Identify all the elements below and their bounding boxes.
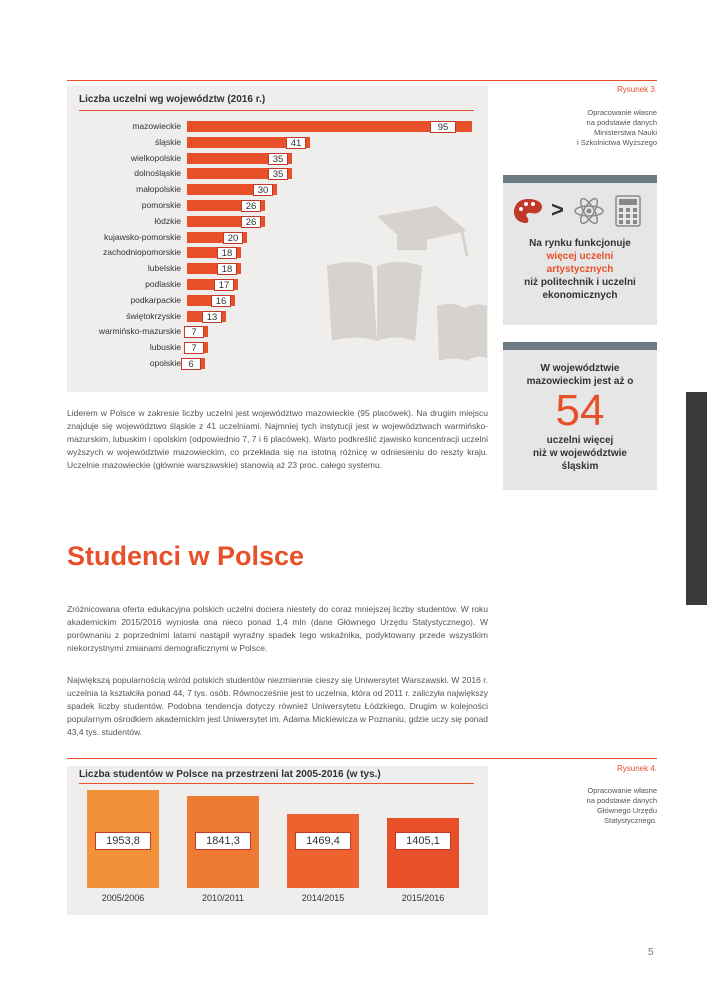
- category-label: 2015/2016: [401, 893, 445, 903]
- infobox-strip: [503, 175, 657, 183]
- category-label: 2005/2006: [101, 893, 145, 903]
- infobox-strip: [503, 342, 657, 350]
- bar-value-label: 1405,1: [395, 832, 451, 850]
- chart2-title-rule: [79, 783, 474, 784]
- bar-row: [67, 325, 181, 338]
- bar-value-label: 26: [241, 216, 261, 228]
- bar-value-label: 35: [268, 153, 288, 165]
- bar-label: opolskie: [149, 358, 181, 368]
- bar-value-label: 1953,8: [95, 832, 151, 850]
- top-rule: [67, 80, 657, 81]
- bar: [287, 814, 359, 888]
- bar-label: łódzkie: [154, 215, 181, 226]
- atom-icon: [573, 195, 605, 227]
- bar-label: warmińsko-mazurskie: [98, 326, 181, 337]
- chart2-title: Liczba studentów w Polsce na przestrzeni lat 2005-2016 (w tys.): [79, 769, 381, 780]
- bar-value-label: 17: [214, 279, 234, 291]
- bar-row: [67, 278, 181, 291]
- bar-row: [67, 310, 181, 323]
- bar-label: mazowieckie: [132, 121, 181, 131]
- bar-row: [67, 215, 181, 228]
- bar-value-label: 1469,4: [295, 832, 351, 850]
- bar: [387, 818, 459, 888]
- chart1-title-rule: [79, 110, 474, 111]
- bar-row: [67, 357, 181, 370]
- bar-row: [67, 167, 181, 180]
- bar-row: [67, 136, 181, 149]
- chart1-title: Liczba uczelni wg województw (2016 r.): [79, 94, 266, 105]
- bar-row: [67, 152, 181, 165]
- infobox-mazowieckie-text: W województwie mazowieckim jest aż o 54 uczelni więcej niż w województwie śląskim: [503, 362, 657, 473]
- bar-value-label: 7: [184, 326, 204, 338]
- category-label: 2010/2011: [202, 893, 244, 903]
- bar-value-label: 7: [184, 342, 204, 354]
- bar-row: [67, 183, 181, 196]
- chart1-panel: [67, 86, 488, 392]
- bar-row: [67, 294, 181, 307]
- section-title: Studenci w Polsce: [67, 541, 305, 571]
- bar-value-label: 18: [217, 247, 237, 259]
- bar-label: wielkopolskie: [130, 152, 181, 163]
- chart2-panel: [67, 766, 488, 915]
- icons-row: [513, 195, 649, 227]
- bar-value-label: 95: [430, 121, 456, 133]
- bar-value-label: 6: [181, 358, 201, 370]
- bar-value-label: 18: [217, 263, 237, 275]
- bar-row: [67, 262, 181, 275]
- paragraph-popularity: Największą popularnością wśród polskich studentów niezmiennie cieszy się Uniwersytet Warszawski. W 2016 r. uczelnia ta kształciła ponad 44, 7 tys. osób. Równocześnie jest to uczelnia, która od 2011 r. zaliczyła największy spadek liczby studentów. Podobna tendencja dotyczy również Uniwersytetu Łódzkiego. Drugim w kolejności popularnym ośrodkiem akademickim jest Uniwersytet im. Adama Mickiewicza w Poznaniu, gdzie uczy się ponad 43,4 tys. studentów.: [67, 675, 488, 737]
- figure1-label: Rysunek 3.: [616, 85, 657, 94]
- palette-icon: [513, 197, 543, 225]
- paragraph-students: Zróżnicowana oferta edukacyjna polskich uczelni dociera niestety do coraz mniejszej liczby studentów. W roku akademickim 2015/2016 wyniosła ona nieco ponad 1,4 mln (dane Głównego Urzędu Statystycznego). W porównaniu z poprzednimi latami nastąpił wyraźny spadek tego wskaźnika, podyktowany przede wszystkim niekorzystnymi zmianami demograficznymi w Polsce.: [67, 604, 488, 653]
- bar-row: [67, 231, 181, 244]
- figure1-source: Opracowanie własne na podstawie danych Ministerstwa Nauki i Szkolnictwa Wyższego: [577, 108, 657, 147]
- bar-value-label: 35: [268, 168, 288, 180]
- figure2-label: Rysunek 4.: [616, 764, 657, 773]
- page-number: 5: [648, 947, 654, 958]
- bar-label: pomorskie: [141, 200, 181, 210]
- bar-value-label: 26: [241, 200, 261, 212]
- side-tab: [686, 392, 707, 605]
- books-illustration-icon: [297, 196, 487, 386]
- paragraph-leaders: Liderem w Polsce w zakresie liczby uczelni jest województwo mazowieckie (95 placówek). Na drugim miejscu znajduje się województwo śląskie z 41 uczelniami. Najmniej tych instytucji jest w województwach warmińsko-mazurskim, lubuskim i opolskim (odpowiednio 7, 7 i 6 placówek). Warto podkreślić zjawisko koncentracji uczelni wyższych w województwie mazowieckim, co przekłada się na istotną różnicę w odniesieniu do reszty kraju. Uczelnie mazowieckie (głównie warszawskie) stanowią aż 23 proc. całego systemu.: [67, 408, 488, 470]
- bar-value-label: 41: [286, 137, 306, 149]
- bar-label: świętokrzyskie: [126, 310, 181, 321]
- bar-value-label: 1841,3: [195, 832, 251, 850]
- bar-value-label: 20: [223, 232, 243, 244]
- bar-row: [67, 199, 181, 212]
- figure2-source: Opracowanie własne na podstawie danych Głównego Urzędu Statystycznego.: [586, 786, 657, 825]
- bar-label: zachodniopomorskie: [103, 247, 181, 258]
- bar-label: śląskie: [155, 136, 181, 147]
- infobox-artistic-text: Na rynku funkcjonuje więcej uczelni artystycznych niż politechnik i uczelni ekonomicznych: [524, 238, 636, 301]
- bar-label: lubuskie: [149, 342, 181, 353]
- bar-row: [67, 120, 181, 133]
- greater-than-sign: >: [551, 197, 564, 222]
- bar-value-label: 16: [211, 295, 231, 307]
- calculator-icon: [615, 195, 641, 227]
- bar-label: podkarpackie: [130, 294, 181, 305]
- bar-label: lubelskie: [147, 263, 181, 274]
- bar-label: kujawsko-pomorskie: [104, 231, 181, 242]
- figure2-rule: [67, 758, 657, 759]
- bar-value-label: 13: [202, 311, 222, 323]
- infobox-artistic: [503, 175, 657, 325]
- bar-value-label: 30: [253, 184, 273, 196]
- bar-label: małopolskie: [136, 184, 181, 195]
- bar-label: dolnośląskie: [134, 168, 181, 179]
- infobox-mazowieckie: [503, 342, 657, 490]
- category-label: 2014/2015: [301, 893, 345, 903]
- bar-row: [67, 246, 181, 259]
- bar-row: [67, 341, 181, 354]
- big-number: 54: [555, 386, 605, 435]
- bar-label: podlaskie: [145, 279, 181, 289]
